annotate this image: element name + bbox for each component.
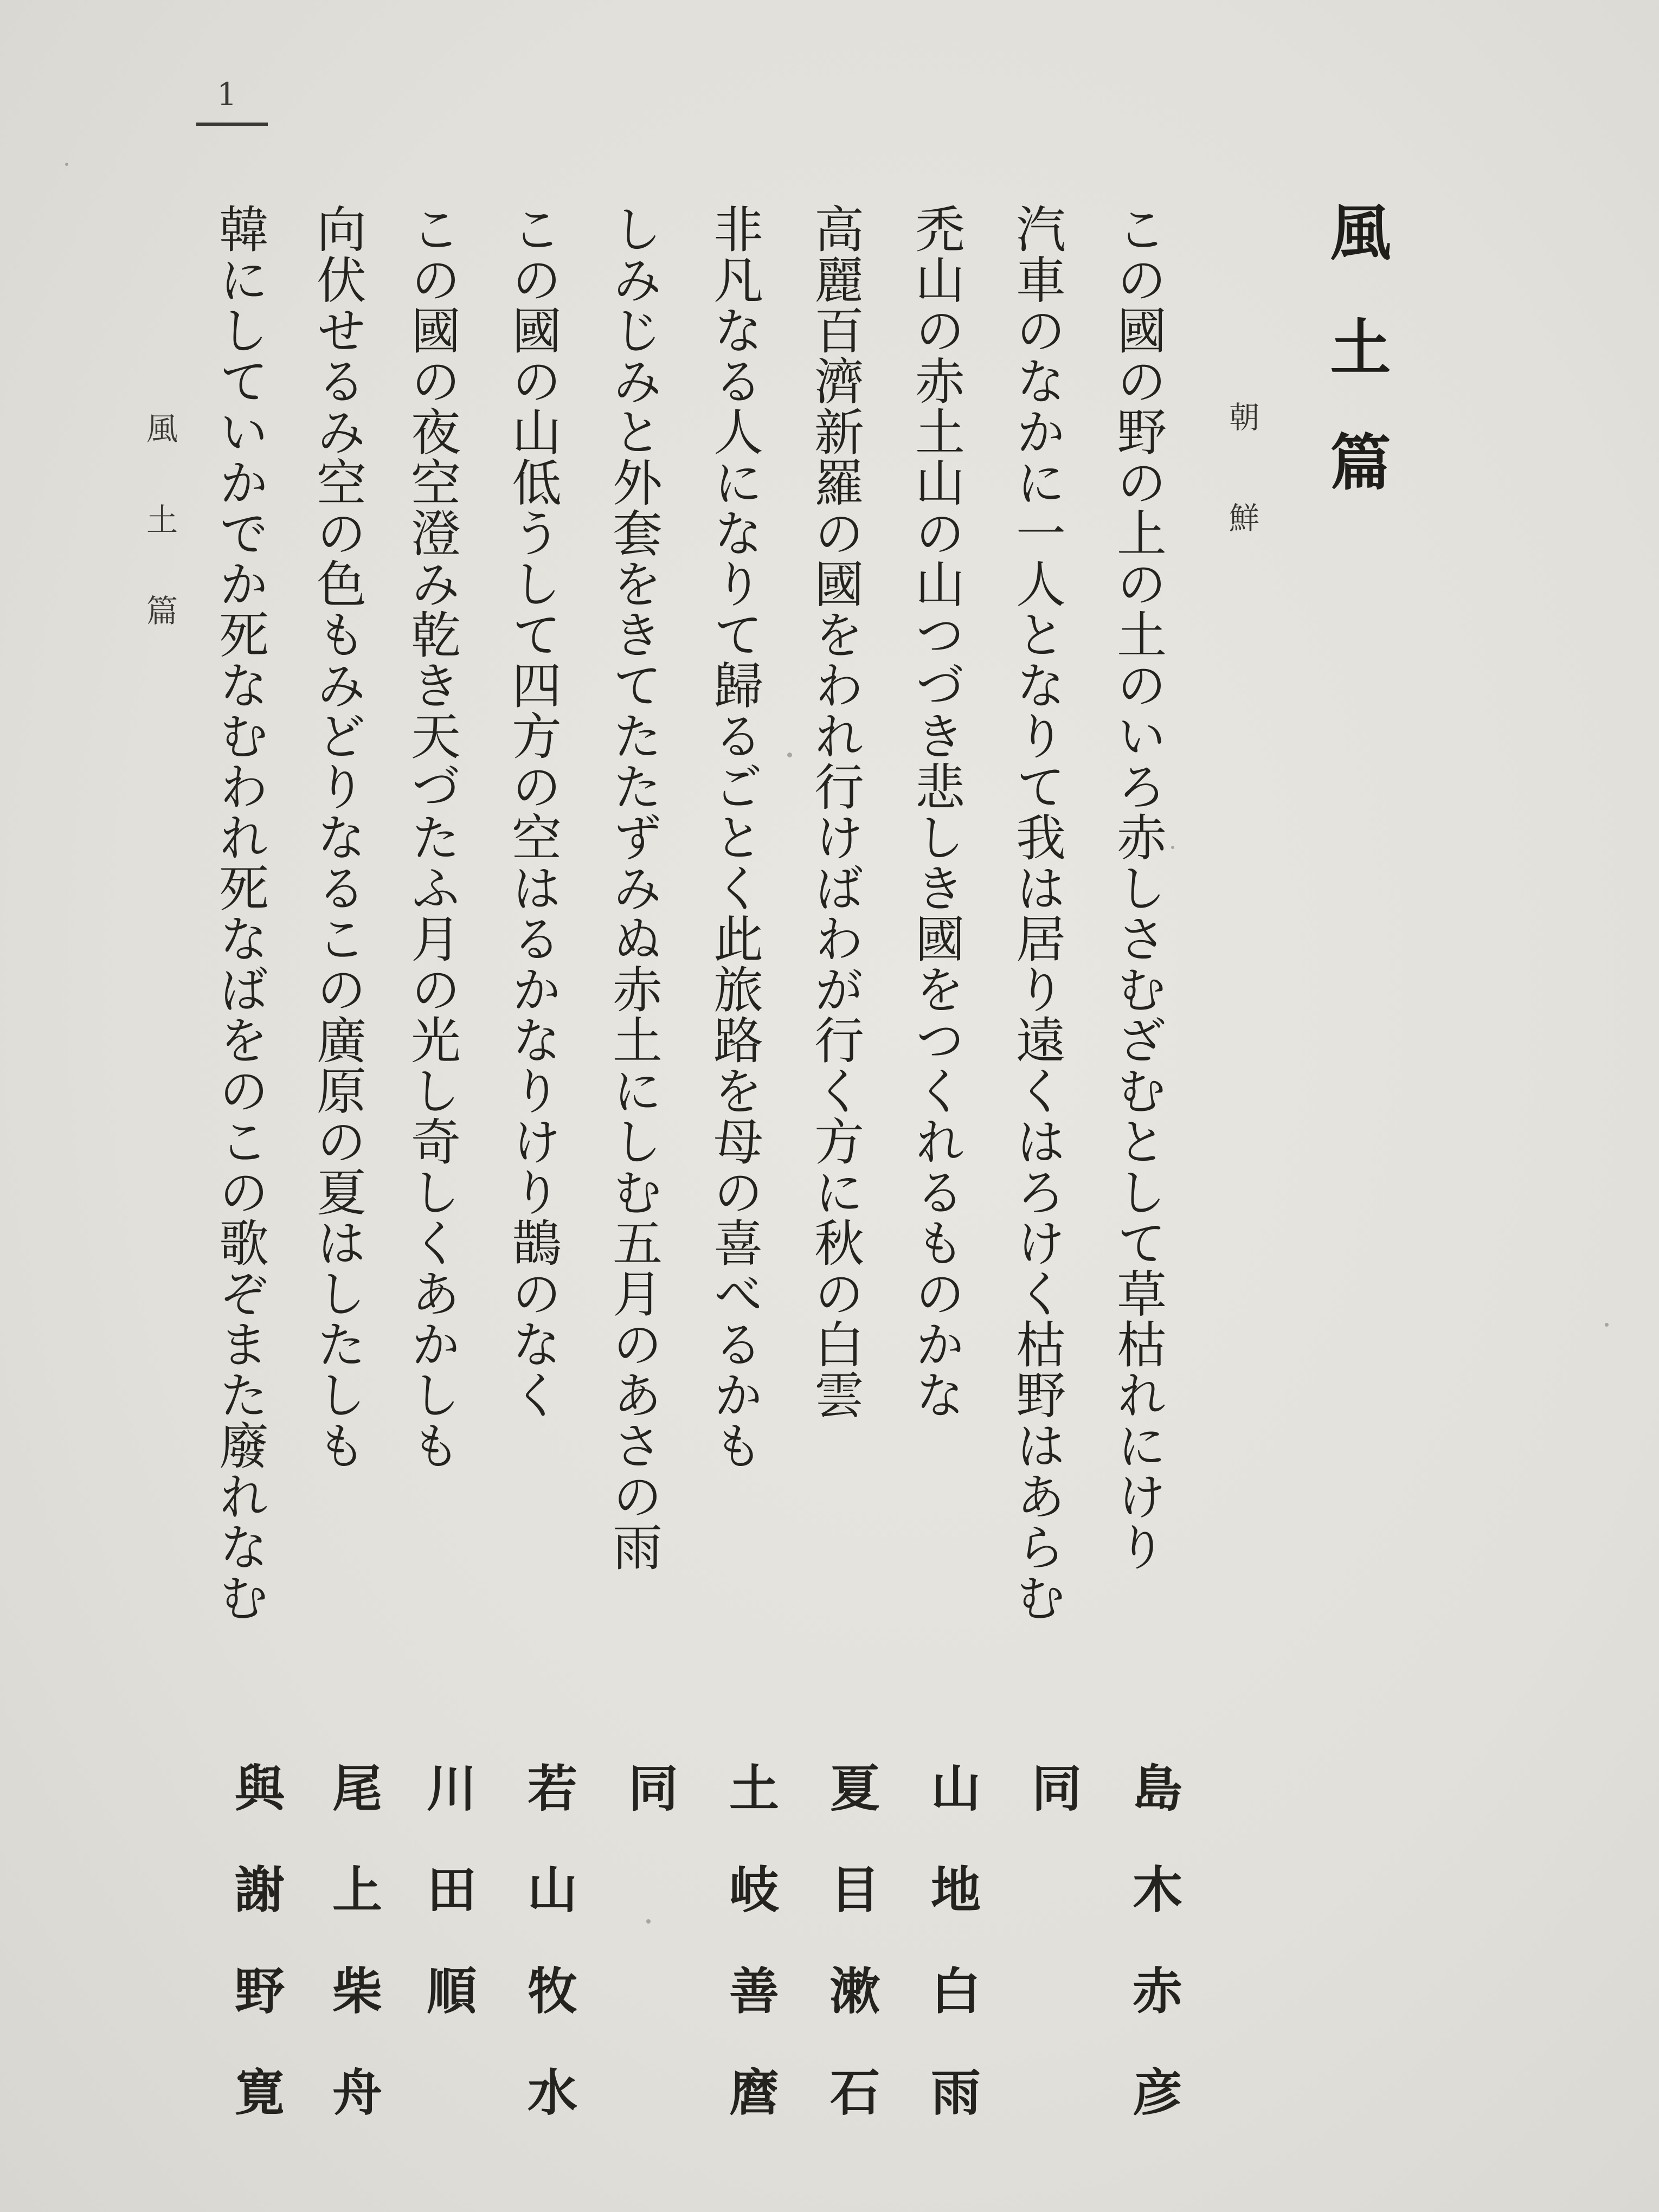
running-head: 風土篇 bbox=[141, 412, 178, 685]
poem-9: 向伏せるみ空の色もみどりなるこの廣原の夏はしたしも bbox=[308, 203, 366, 1471]
poem-author: 同 bbox=[1024, 1762, 1082, 1863]
poem-author: 土岐善麿 bbox=[721, 1762, 780, 2168]
section-title: 風土篇 bbox=[1320, 201, 1391, 545]
poem-author: 島木赤彦 bbox=[1124, 1762, 1183, 2168]
poem-author: 川田順 bbox=[419, 1762, 477, 2066]
page-number-rule bbox=[196, 123, 268, 126]
poem-8: この國の夜空澄み乾き天づたふ月の光し奇しくあかしも bbox=[403, 203, 461, 1471]
paper-speck bbox=[646, 1919, 651, 1924]
section-subtitle: 朝鮮 bbox=[1224, 401, 1259, 603]
poem-author: 與謝野寛 bbox=[227, 1762, 285, 2168]
poem-1: この國の野の上の土のいろ赤しさむざむとして草枯れにけり bbox=[1109, 203, 1167, 1572]
poem-10: 韓にしていかでか死なむわれ死なばをのこの歌ぞまた廢れなむ bbox=[211, 203, 269, 1623]
poem-3: 禿山の赤土山の山つづき悲しき國をつくれるものかな bbox=[907, 203, 965, 1420]
page-number: 1 bbox=[217, 76, 237, 113]
paper-speck bbox=[1171, 846, 1174, 849]
paper-speck bbox=[787, 753, 792, 757]
poem-author: 山地白雨 bbox=[923, 1762, 981, 2168]
poem-4: 高麗百濟新羅の國をわれ行けばわが行く方に秋の白雲 bbox=[806, 203, 864, 1420]
poem-author: 夏目漱石 bbox=[822, 1762, 880, 2168]
poem-author: 同 bbox=[620, 1762, 679, 1863]
poem-6: しみじみと外套をきてたたずみぬ赤土にしむ五月のあさの雨 bbox=[605, 203, 663, 1572]
paper-speck bbox=[65, 163, 68, 166]
poem-2: 汽車のなかに一人となりて我は居り遠くはろけく枯野はあらむ bbox=[1008, 203, 1066, 1623]
paper-speck bbox=[1605, 1323, 1609, 1327]
poem-author: 若山牧水 bbox=[519, 1762, 578, 2168]
poem-7: この國の山低うして四方の空はるかなりけり鵲のなく bbox=[504, 203, 562, 1420]
poem-author: 尾上柴舟 bbox=[324, 1762, 383, 2168]
poem-5: 非凡なる人になりて歸るごとく此旅路を母の喜べるかも bbox=[705, 203, 763, 1471]
